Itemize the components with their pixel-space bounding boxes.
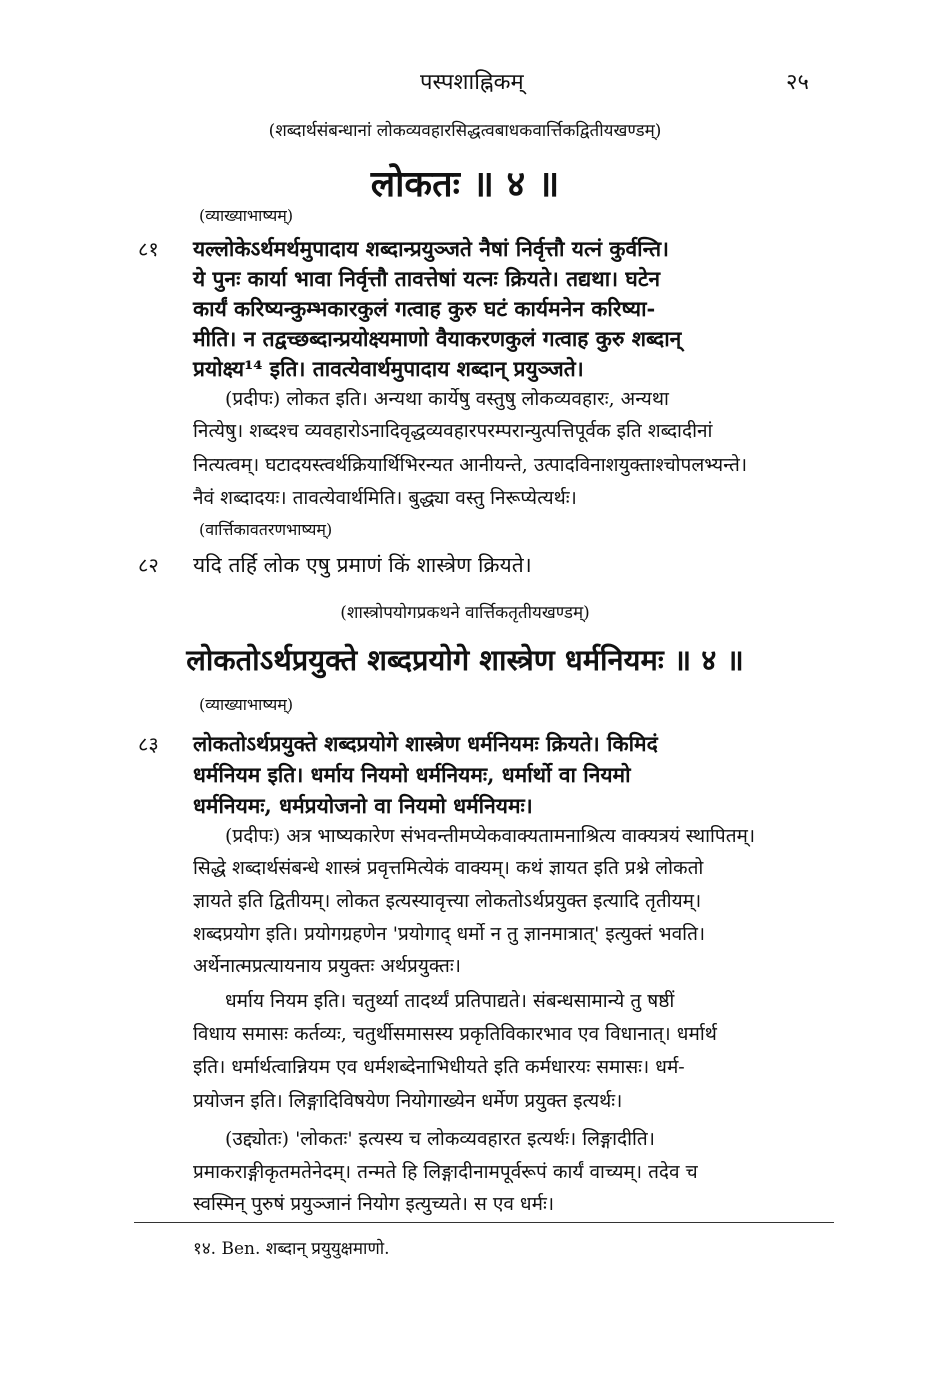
text-line: विधाय समासः कर्तव्यः, चतुर्थीसमासस्य प्रकृतिविकारभाव एव विधानात्। धर्मार्थ [193,1023,717,1045]
text-line: स्वस्मिन् पुरुषं प्रयुञ्जानं नियोग इत्युच्यते। स एव धर्मः। [193,1193,555,1215]
text-line: नैवं शब्दादयः। तावत्येवार्थमिति। बुद्ध्या वस्तु निरूप्येत्यर्थः। [193,487,577,509]
text-line: यल्लोकेऽर्थमर्थमुपादाय शब्दान्प्रयुञ्जते नैषां निर्वृत्तौ यत्नं कुर्वन्ति। [193,236,670,261]
paragraph-number: ८१ [138,237,159,261]
commentary-label: (वार्त्तिकावतरणभाष्यम्) [199,520,333,539]
text-line: ज्ञायते इति द्वितीयम्। लोकत इत्यस्यावृत्त्या लोकतोऽर्थप्रयुक्त इत्यादि तृतीयम्। [193,890,702,912]
text-line: कार्यं करिष्यन्कुम्भकारकुलं गत्वाह कुरु घटं कार्यमनेन करिष्या- [193,296,656,321]
text-line: धर्मनियम इति। धर्माय नियमो धर्मनियमः, धर्मार्थो वा नियमो [193,762,631,787]
footnote: १४. Ben. शब्दान् प्रयुयुक्षमाणो. [193,1239,390,1259]
text-line: सिद्धे शब्दार्थसंबन्धे शास्त्रं प्रवृत्तमित्येकं वाक्यम्। कथं ज्ञायत इति प्रश्ने लोकतो [193,857,704,879]
text-line: ये पुनः कार्या भावा निर्वृत्तौ तावत्तेषां यत्नः क्रियते। तद्यथा। घटेन [193,266,661,291]
text-line: शब्दप्रयोग इति। प्रयोगग्रहणेन 'प्रयोगाद् धर्मो न तु ज्ञानमात्रात्' इत्युक्तं भवति। [193,923,706,945]
paragraph-number: ८३ [138,732,159,756]
running-header: पस्पशाह्निकम् [420,70,524,95]
section-subheading: (शब्दार्थसंबन्धानां लोकव्यवहारसिद्धत्वबाधकवार्त्तिकद्वितीयखण्डम्) [268,121,662,141]
commentary-label: (व्याख्याभाष्यम्) [199,206,294,225]
text-line: लोकतोऽर्थप्रयुक्ते शब्दप्रयोगे शास्त्रेण धर्मनियमः क्रियते। किमिदं [193,731,658,756]
text-line: प्रमाकराङ्गीकृतमतेनेदम्। तन्मते हि लिङ्गादीनामपूर्वरूपं कार्यं वाच्यम्। तदेव च [193,1161,698,1183]
text-line: (प्रदीपः) अत्र भाष्यकारेण संभवन्तीमप्येकवाक्यतामनाश्रित्य वाक्यत्रयं स्थापितम्। [225,825,756,847]
paragraph-number: ८२ [138,553,159,577]
text-line: धर्माय नियम इति। चतुर्थ्या तादर्थ्यं प्रतिपाद्यते। संबन्धसामान्ये तु षष्ठीं [225,990,675,1012]
text-line: मीति। न तद्वच्छब्दान्प्रयोक्ष्यमाणो वैयाकरणकुलं गत्वाह कुरु शब्दान् [193,326,682,351]
section-title: लोकतोऽर्थप्रयुक्ते शब्दप्रयोगे शास्त्रेण धर्मनियमः ॥ ४ ॥ [186,643,744,677]
text-line: (प्रदीपः) लोकत इति। अन्यथा कार्येषु वस्तुषु लोकव्यवहारः, अन्यथा [225,388,669,410]
text-line: यदि तर्हि लोक एषु प्रमाणं किं शास्त्रेण क्रियते। [193,553,532,577]
text-line: नित्यत्वम्। घटादयस्त्वर्थक्रियार्थिभिरन्यत आनीयन्ते, उत्पादविनाशयुक्ताश्चोपलभ्यन्ते। [193,454,748,476]
commentary-label: (व्याख्याभाष्यम्) [199,695,294,714]
text-line: इति। धर्मार्थत्वान्नियम एव धर्मशब्देनाभिधीयते इति कर्मधारयः समासः। धर्म- [193,1056,685,1078]
text-line: (उद्द्योतः) 'लोकतः' इत्यस्य च लोकव्यवहारत इत्यर्थः। लिङ्गादीति। [225,1128,655,1150]
footnote-divider [134,1222,834,1223]
section-title: लोकतः ॥ ४ ॥ [370,163,560,205]
text-line: प्रयोजन इति। लिङ्गादिविषयेण नियोगाख्येन धर्मेण प्रयुक्त इत्यर्थः। [193,1090,623,1112]
text-line: प्रयोक्ष्य¹⁴ इति। तावत्येवार्थमुपादाय शब्दान् प्रयुञ्जते। [193,356,584,381]
text-line: नित्येषु। शब्दश्च व्यवहारोऽनादिवृद्धव्यवहारपरम्परान्युत्पत्तिपूर्वक इति शब्दादीनां [193,420,713,442]
page-number: २५ [786,70,809,95]
text-line: अर्थेनात्मप्रत्यायनाय प्रयुक्तः अर्थप्रयुक्तः। [193,955,461,977]
section-subheading: (शास्त्रोपयोगप्रकथने वार्त्तिकतृतीयखण्डम्) [340,603,590,623]
text-line: धर्मनियमः, धर्मप्रयोजनो वा नियमो धर्मनियमः। [193,793,533,818]
